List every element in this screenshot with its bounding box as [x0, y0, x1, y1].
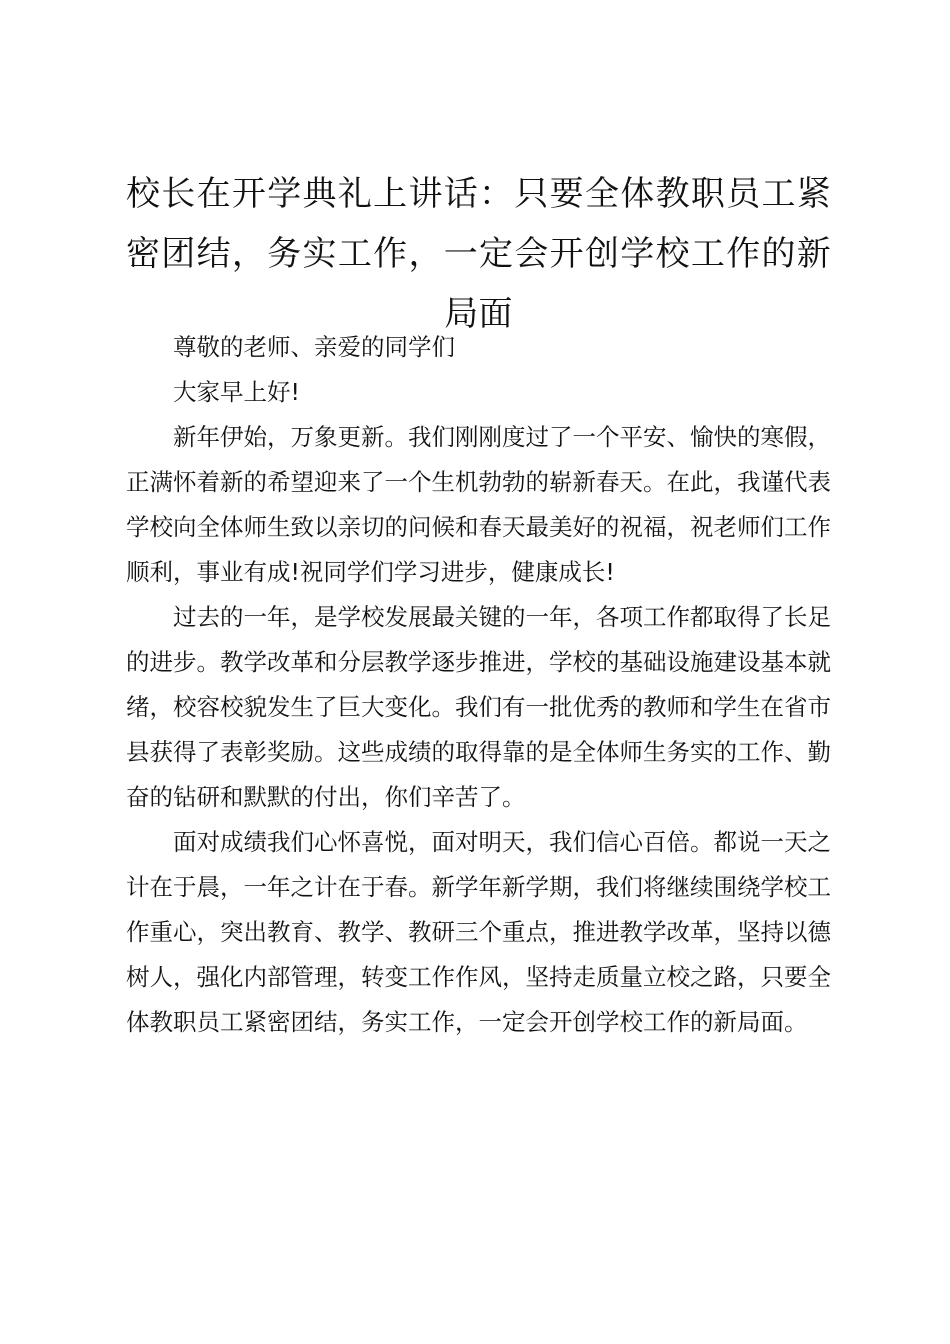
document-title: 校长在开学典礼上讲话：只要全体教职员工紧密团结，务实工作，一定会开创学校工作的新局面: [126, 174, 831, 334]
paragraph-new-year: 新年伊始，万象更新。我们刚刚度过了一个平安、愉快的寒假，正满怀着新的希望迎来了一个生机勃勃的崭新春天。在此，我谨代表学校向全体师生致以亲切的问候和春天最美好的祝福，祝老师们工作顺利，事业有成!祝同学们学习进步，健康成长!: [126, 423, 831, 586]
paragraph-past-year: 过去的一年，是学校发展最关键的一年，各项工作都取得了长足的进步。教学改革和分层教学逐步推进，学校的基础设施建设基本就绪，校容校貌发生了巨大变化。我们有一批优秀的教师和学生在省市县获得了表彰奖励。这些成绩的取得靠的是全体师生务实的工作、勤奋的钻研和默默的付出，你们辛苦了。: [126, 603, 831, 811]
salutation: 尊敬的老师、亲爱的同学们: [173, 333, 455, 361]
document-body: [126, 325, 831, 1045]
greeting: 大家早上好!: [173, 378, 300, 406]
paragraph-new-semester: 面对成绩我们心怀喜悦，面对明天，我们信心百倍。都说一天之计在于晨，一年之计在于春。新学年新学期，我们将继续围绕学校工作重心，突出教育、教学、教研三个重点，推进教学改革，坚持以德树人，强化内部管理，转变工作作风，坚持走质量立校之路，只要全体教职员工紧密团结，务实工作，一定会开创学校工作的新局面。: [126, 828, 831, 1036]
